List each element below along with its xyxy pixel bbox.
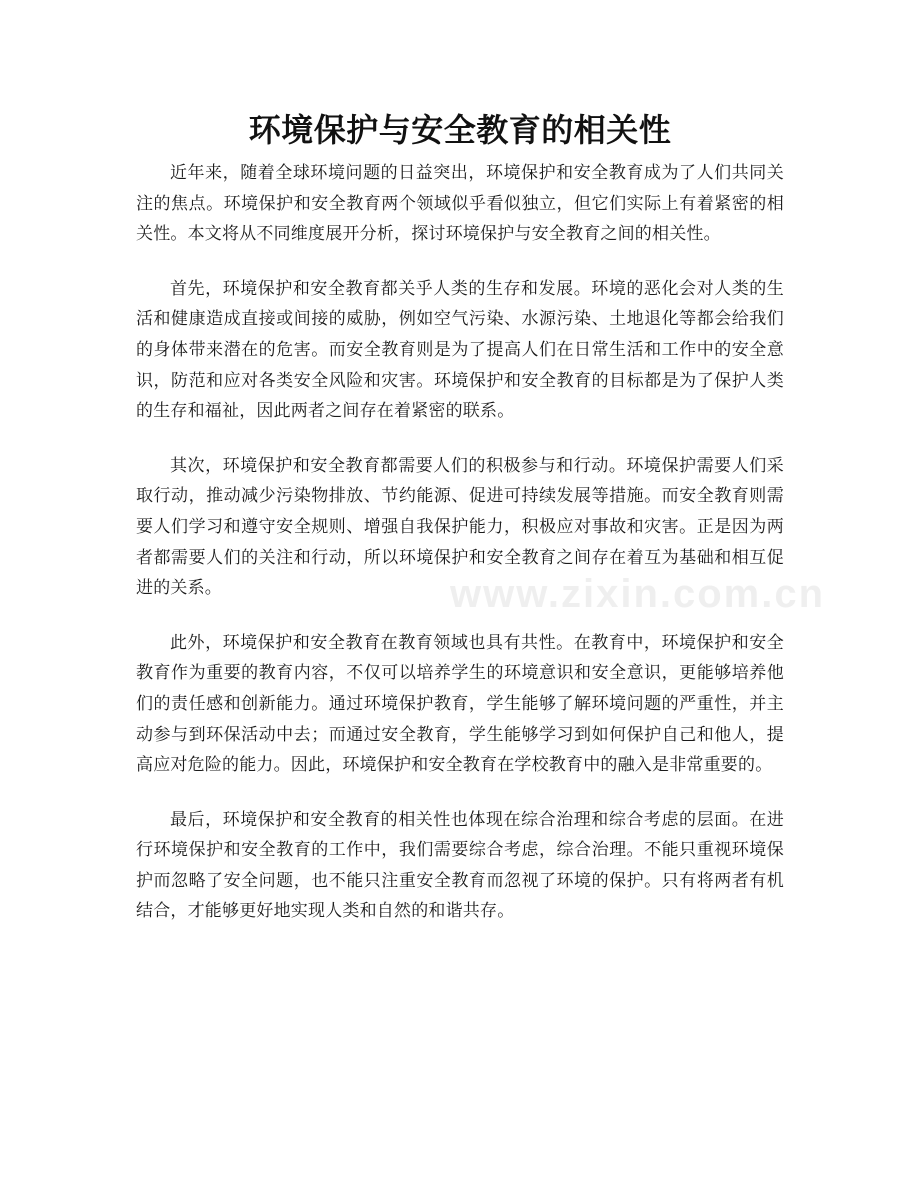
paragraph-intro: 近年来，随着全球环境问题的日益突出，环境保护和安全教育成为了人们共同关注的焦点。环境保护和安全教育两个领域似乎看似独立，但它们实际上有着紧密的相关性。本文将从不同维度展开分析，探讨环境保护与安全教育之间的相关性。 bbox=[136, 163, 784, 245]
document-body bbox=[136, 150, 784, 951]
paragraph-third: 此外，环境保护和安全教育在教育领域也具有共性。在教育中，环境保护和安全教育作为重要的教育内容，不仅可以培养学生的环境意识和安全意识，更能够培养他们的责任感和创新能力。通过环境保护教育，学生能够了解环境问题的严重性，并主动参与到环保活动中去；而通过安全教育，学生能够学习到如何保护自己和他人，提高应对危险的能力。因此，环境保护和安全教育在学校教育中的融入是非常重要的。 bbox=[136, 632, 784, 776]
document-title: 环境保护与安全教育的相关性 bbox=[248, 111, 672, 149]
paragraph-first: 首先，环境保护和安全教育都关乎人类的生存和发展。环境的恶化会对人类的生活和健康造成直接或间接的威胁，例如空气污染、水源污染、土地退化等都会给我们的身体带来潜在的危害。而安全教育则是为了提高人们在日常生活和工作中的安全意识，防范和应对各类安全风险和灾害。环境保护和安全教育的目标都是为了保护人类的生存和福祉，因此两者之间存在着紧密的联系。 bbox=[136, 278, 784, 422]
paragraph-last: 最后，环境保护和安全教育的相关性也体现在综合治理和综合考虑的层面。在进行环境保护和安全教育的工作中，我们需要综合考虑，综合治理。不能只重视环境保护而忽略了安全问题，也不能只注重安全教育而忽视了环境的保护。只有将两者有机结合，才能够更好地实现人类和自然的和谐共存。 bbox=[136, 809, 784, 922]
watermark-text: www.zixin.com.cn bbox=[450, 572, 826, 616]
paragraph-second: 其次，环境保护和安全教育都需要人们的积极参与和行动。环境保护需要人们采取行动，推动减少污染物排放、节约能源、促进可持续发展等措施。而安全教育则需要人们学习和遵守安全规则、增强自我保护能力，积极应对事故和灾害。正是因为两者都需要人们的关注和行动，所以环境保护和安全教育之间存在着互为基础和相互促进的关系。 bbox=[136, 455, 784, 599]
